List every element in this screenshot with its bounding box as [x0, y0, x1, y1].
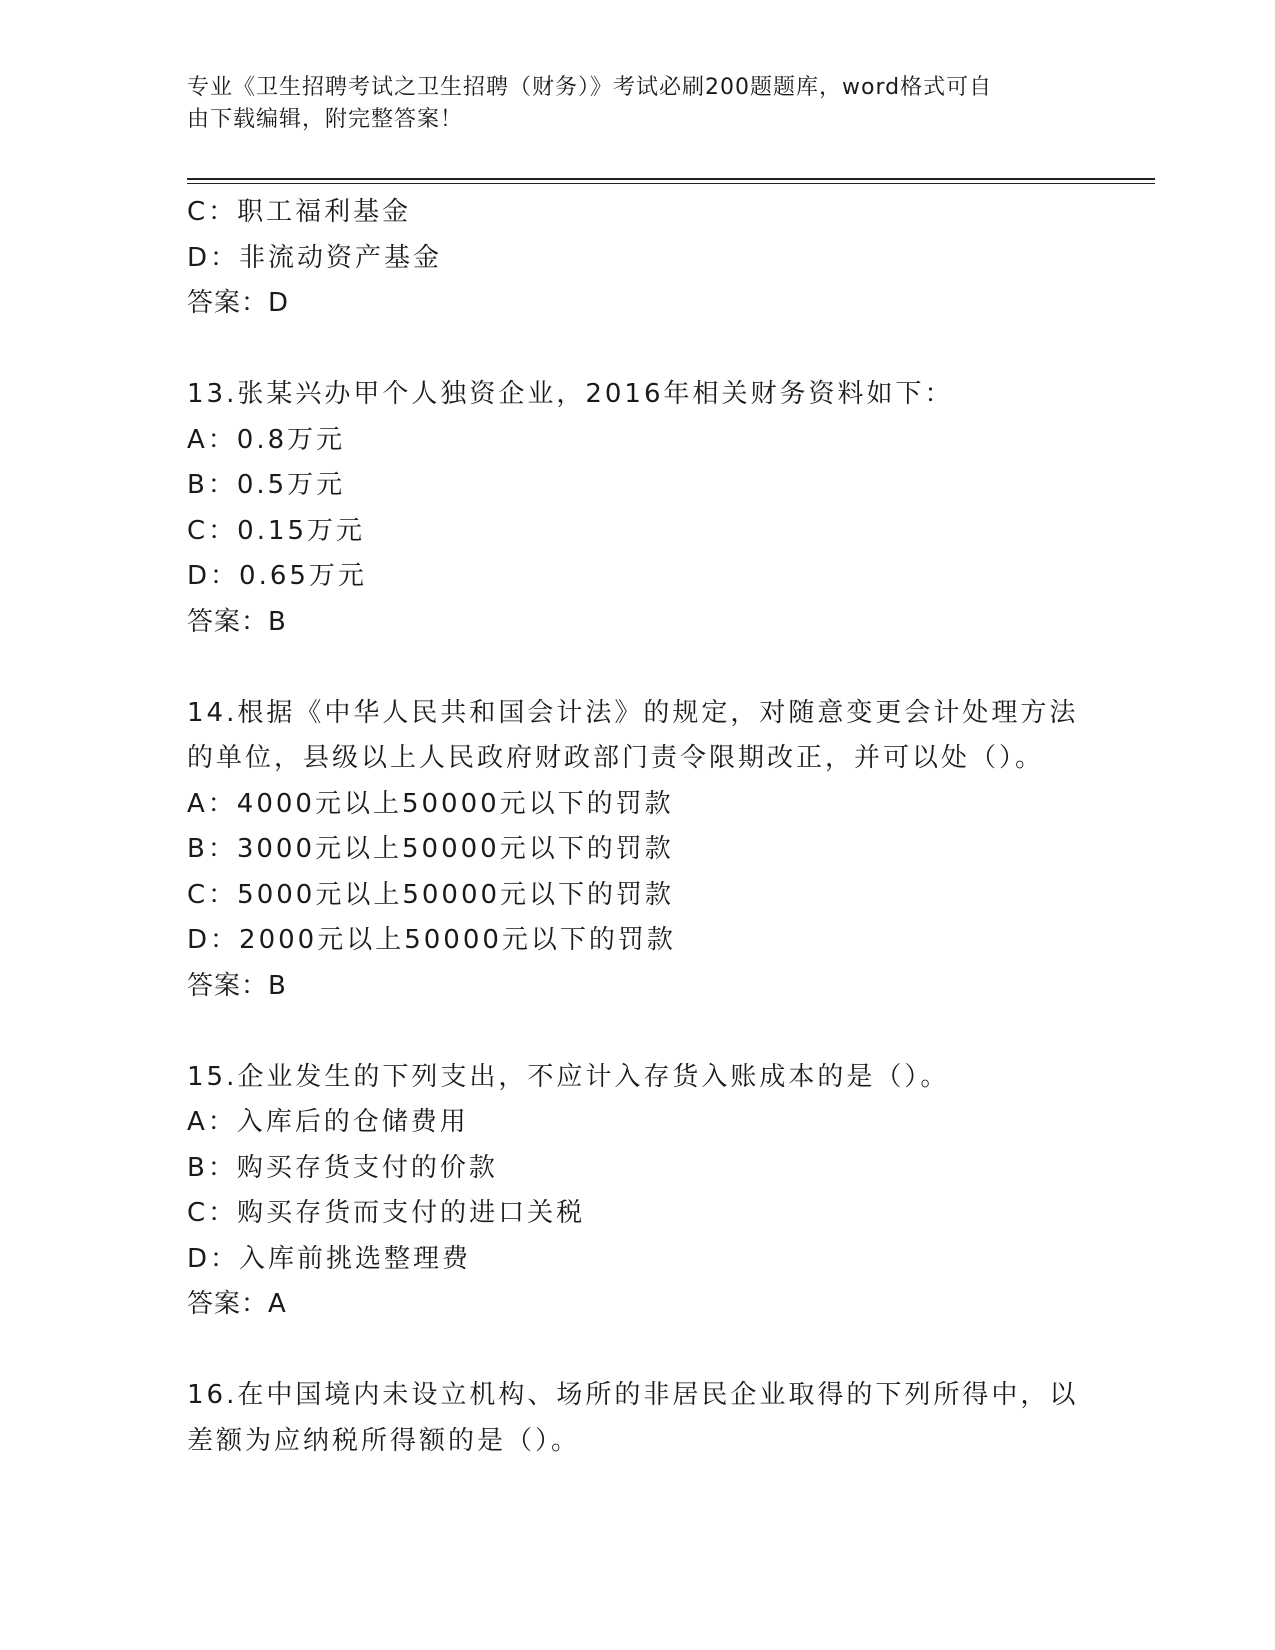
document-header: [187, 72, 1067, 136]
answer: 答案：A: [187, 1289, 287, 1319]
option-c: C：5000元以上50000元以下的罚款: [187, 879, 675, 910]
question-title-line-2: 的单位，县级以上人民政府财政部门责令限期改正，并可以处（）。: [187, 743, 1045, 773]
option-a: A：0.8万元: [187, 424, 346, 455]
question-title: 13.张某兴办甲个人独资企业，2016年相关财务资料如下：: [187, 379, 954, 409]
question-16: [187, 1373, 1087, 1464]
option-c: C：职工福利基金: [187, 197, 412, 227]
header-line-2: 由下载编辑，附完整答案！: [187, 107, 464, 132]
option-d: D：2000元以上50000元以下的罚款: [187, 925, 676, 955]
option-c: C：0.15万元: [187, 515, 366, 546]
header-rule-thin: [187, 183, 1155, 184]
option-d: D：入库前挑选整理费: [187, 1243, 472, 1274]
answer: 答案：B: [187, 606, 287, 637]
question-title: 15.企业发生的下列支出，不应计入存货入账成本的是（）。: [187, 1061, 950, 1092]
option-c: C：购买存货而支付的进口关税: [187, 1198, 586, 1228]
question-title-line-1: 14.根据《中华人民共和国会计法》的规定，对随意变更会计处理方法: [187, 697, 1079, 728]
question-13: [187, 372, 1087, 645]
question-title-line-2: 差额为应纳税所得额的是（）。: [187, 1425, 581, 1456]
option-b: B：0.5万元: [187, 470, 346, 500]
option-b: B：购买存货支付的价款: [187, 1152, 498, 1183]
prev-question-block: [187, 190, 1087, 327]
option-b: B：3000元以上50000元以下的罚款: [187, 834, 674, 864]
option-d: D：非流动资产基金: [187, 242, 443, 273]
option-a: A：入库后的仓储费用: [187, 1107, 469, 1137]
answer: 答案：D: [187, 288, 290, 318]
answer: 答案：B: [187, 970, 287, 1001]
question-list: [187, 190, 1087, 1464]
question-14: [187, 691, 1087, 1010]
option-d: D：0.65万元: [187, 561, 367, 591]
question-15: [187, 1055, 1087, 1328]
option-a: A：4000元以上50000元以下的罚款: [187, 788, 674, 819]
header-line-1: 专业《卫生招聘考试之卫生招聘（财务）》考试必刷200题题库，word格式可自: [187, 75, 993, 100]
header-rule-thick: [187, 178, 1155, 180]
question-title-line-1: 16.在中国境内未设立机构、场所的非居民企业取得的下列所得中，以: [187, 1380, 1079, 1410]
